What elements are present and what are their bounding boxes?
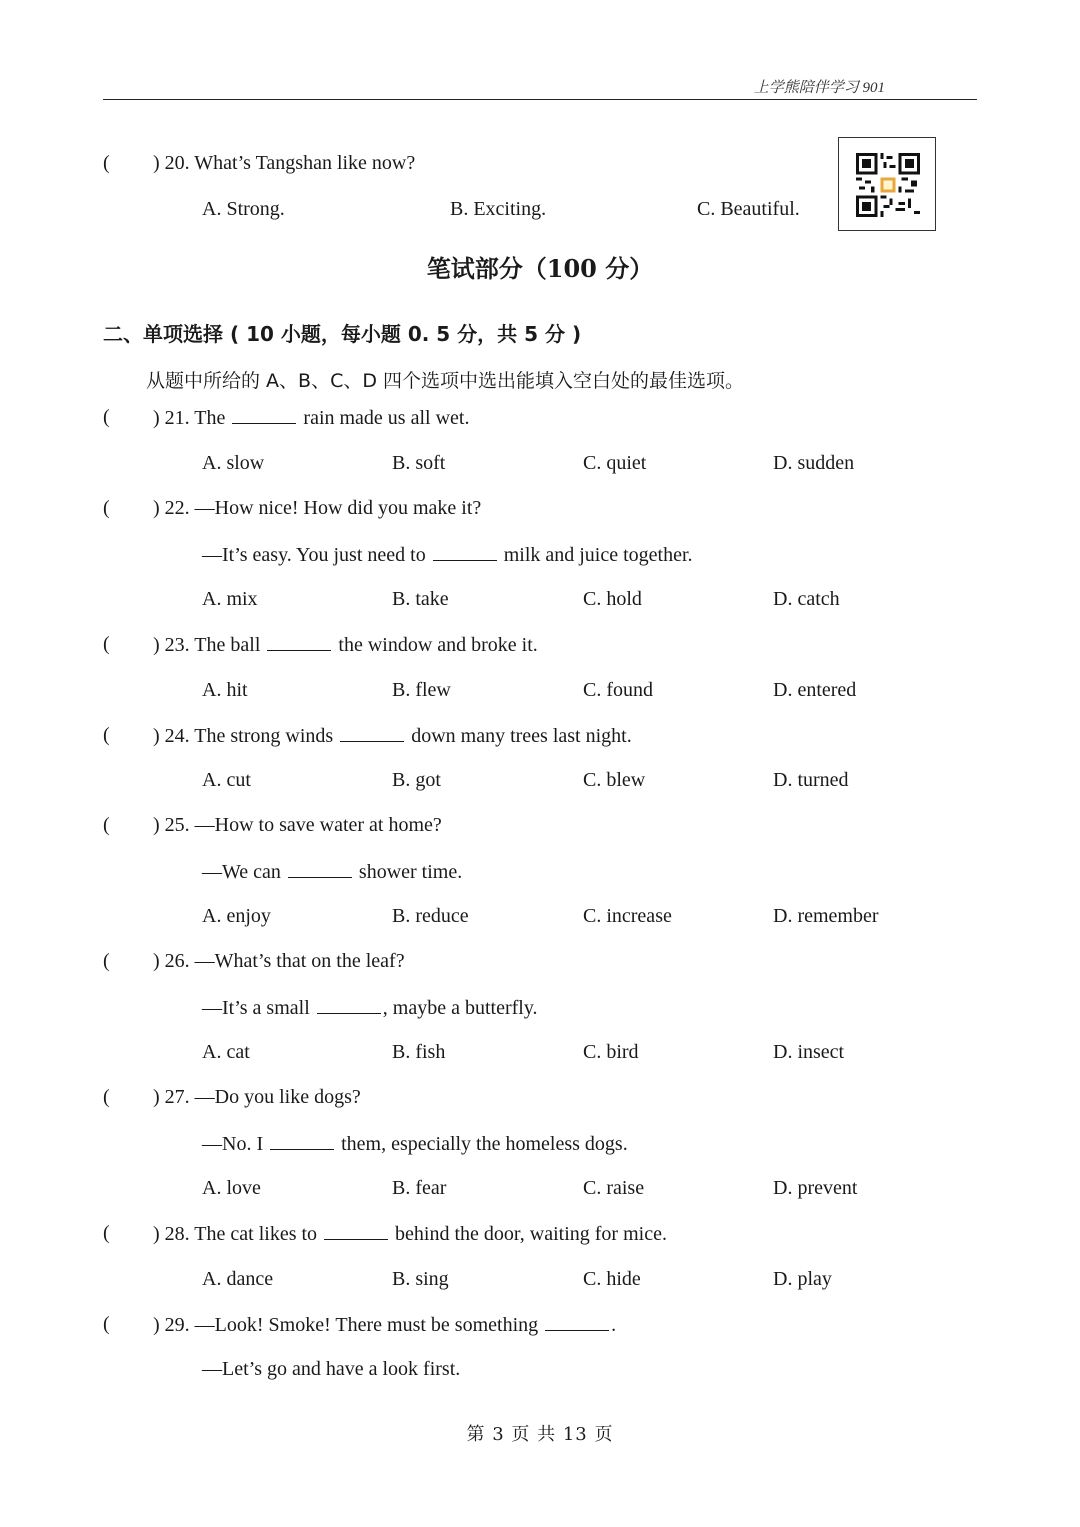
q27-option-a: A. love — [202, 1177, 261, 1199]
section-2-heading: 二、单项选择 ( 10 小题，每小题 0. 5 分，共 5 分 ) — [103, 322, 582, 346]
answer-blank — [340, 723, 404, 742]
question-21-text: ) 21. The rain made us all wet. — [153, 407, 470, 429]
q20-option-a: A. Strong. — [202, 198, 285, 220]
q27-option-b: B. fear — [392, 1177, 447, 1199]
answer-blank — [324, 1221, 388, 1240]
q21-option-b: B. soft — [392, 452, 446, 474]
section-2-instruction: 从题中所给的 A、B、C、D 四个选项中选出能填入空白处的最佳选项。 — [146, 370, 745, 392]
question-22-reply: —It’s easy. You just need to milk and juice together. — [202, 544, 693, 566]
answer-blank — [545, 1312, 609, 1331]
q20-option-b: B. Exciting. — [450, 198, 547, 220]
answer-paren: ( — [103, 814, 110, 836]
qr-code-icon — [838, 137, 936, 231]
q24-option-b: B. got — [392, 769, 441, 791]
q22-option-d: D. catch — [773, 588, 840, 610]
q25-option-d: D. remember — [773, 905, 879, 927]
q24-option-d: D. turned — [773, 769, 849, 791]
q28-option-c: C. hide — [583, 1268, 641, 1290]
answer-paren: ( — [103, 633, 110, 655]
question-23-text: ) 23. The ball the window and broke it. — [153, 634, 538, 656]
q24-option-c: C. blew — [583, 769, 646, 791]
question-27-text: ) 27. —Do you like dogs? — [153, 1086, 361, 1108]
answer-paren: ( — [103, 1313, 110, 1335]
q22-option-a: A. mix — [202, 588, 258, 610]
q27-option-c: C. raise — [583, 1177, 645, 1199]
written-section-title: 笔试部分（100 分） — [426, 254, 654, 283]
q25-option-c: C. increase — [583, 905, 672, 927]
answer-blank — [270, 1131, 334, 1150]
q21-option-a: A. slow — [202, 452, 265, 474]
header-text: 上学熊陪伴学习 901 — [753, 80, 885, 96]
question-26-text: ) 26. —What’s that on the leaf? — [153, 950, 405, 972]
question-26-reply: —It’s a small , maybe a butterfly. — [202, 997, 538, 1019]
q25-option-b: B. reduce — [392, 905, 469, 927]
q28-option-d: D. play — [773, 1268, 832, 1290]
q23-option-b: B. flew — [392, 679, 451, 701]
question-27-reply: —No. I them, especially the homeless dogs. — [202, 1133, 628, 1155]
q26-option-a: A. cat — [202, 1041, 250, 1063]
q21-option-c: C. quiet — [583, 452, 647, 474]
q28-option-a: A. dance — [202, 1268, 274, 1290]
q22-option-c: C. hold — [583, 588, 642, 610]
q26-option-c: C. bird — [583, 1041, 639, 1063]
page-number: 第 3 页 共 13 页 — [466, 1424, 614, 1445]
q26-option-d: D. insect — [773, 1041, 845, 1063]
answer-blank — [433, 542, 497, 561]
answer-paren: ( — [103, 406, 110, 428]
question-29-text: ) 29. —Look! Smoke! There must be something . — [153, 1314, 617, 1336]
q24-option-a: A. cut — [202, 769, 251, 791]
header-rule — [103, 99, 977, 100]
question-29-reply: —Let’s go and have a look first. — [202, 1358, 461, 1380]
answer-paren: ( — [103, 1222, 110, 1244]
answer-blank — [317, 995, 381, 1014]
q20-option-c: C. Beautiful. — [697, 198, 800, 220]
question-28-text: ) 28. The cat likes to behind the door, waiting for mice. — [153, 1223, 667, 1245]
answer-blank — [288, 859, 352, 878]
answer-paren: ( — [103, 950, 110, 972]
question-25-reply: —We can shower time. — [202, 861, 463, 883]
question-22-text: ) 22. —How nice! How did you make it? — [153, 497, 482, 519]
question-25-text: ) 25. —How to save water at home? — [153, 814, 442, 836]
q25-option-a: A. enjoy — [202, 905, 271, 927]
q23-option-a: A. hit — [202, 679, 248, 701]
answer-paren: ( — [103, 152, 110, 174]
q22-option-b: B. take — [392, 588, 449, 610]
answer-blank — [267, 632, 331, 651]
answer-paren: ( — [103, 1086, 110, 1108]
q23-option-d: D. entered — [773, 679, 857, 701]
q27-option-d: D. prevent — [773, 1177, 858, 1199]
answer-paren: ( — [103, 497, 110, 519]
question-24-text: ) 24. The strong winds down many trees last night. — [153, 725, 632, 747]
q28-option-b: B. sing — [392, 1268, 449, 1290]
q26-option-b: B. fish — [392, 1041, 446, 1063]
q23-option-c: C. found — [583, 679, 653, 701]
answer-paren: ( — [103, 724, 110, 746]
q21-option-d: D. sudden — [773, 452, 855, 474]
question-20-text: ) 20. What’s Tangshan like now? — [153, 152, 416, 174]
answer-blank — [232, 405, 296, 424]
